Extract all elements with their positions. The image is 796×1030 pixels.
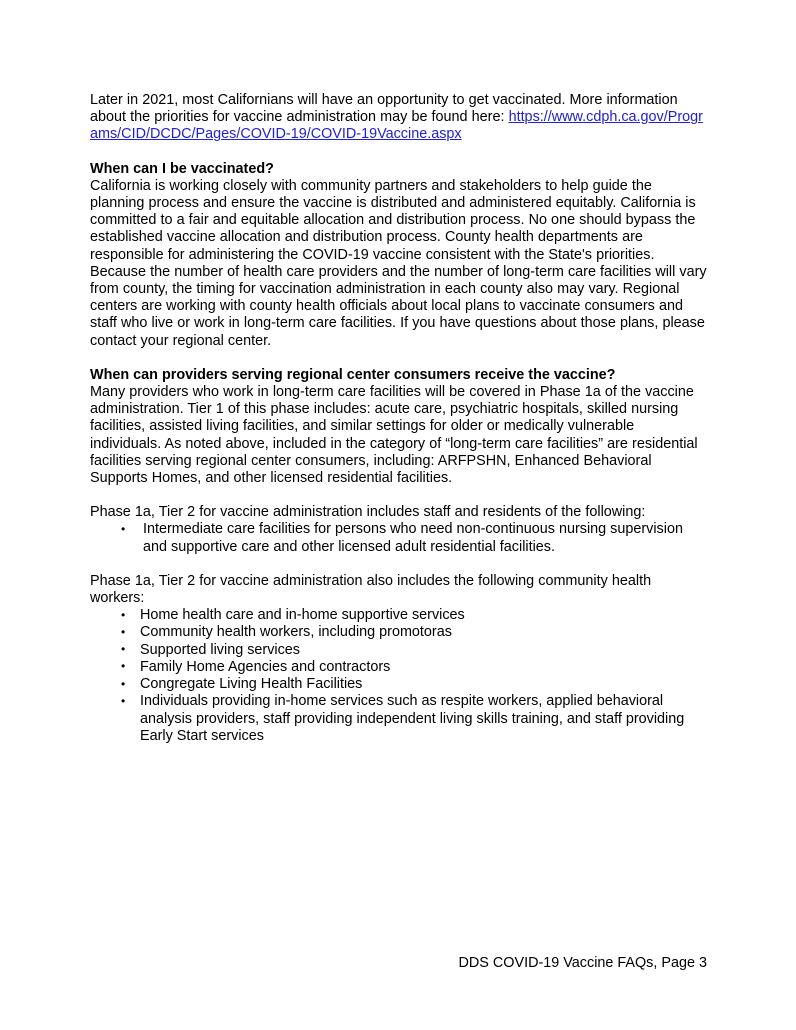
list-item: • Intermediate care facilities for persons who need non-continuous nursing supervision and supportive care and other licensed adult residential facilities. [90,521,707,555]
section-heading-providers-vaccine: When can providers serving regional center consumers receive the vaccine? [90,366,616,383]
intro-paragraph [90,92,707,144]
section-heading-when-vaccinated: When can I be vaccinated? [90,160,274,177]
list-item: • Family Home Agencies and contractors [90,659,707,676]
page-footer: DDS COVID-19 Vaccine FAQs, Page 3 [458,955,707,971]
section-body-providers-vaccine: Many providers who work in long-term care facilities will be covered in Phase 1a of the vaccine administration. Tier 1 of this phase includes: acute care, psychiatric hospitals, skilled nursing facilities, assisted living facilities, and similar settings for older or medically vulnerable individuals. As noted above, included in the category of “long-term care facilities” are residential facilities serving regional center consumers, including: ARFPSHN, Enhanced Behavioral Supports Homes, and other licensed residential facilities. [90,384,698,487]
intro-text: Later in 2021, most Californians will have an opportunity to get vaccinated. More information about the priorities for vaccine administration may be found here: [90,92,678,126]
document-body [90,92,707,745]
community-intro-paragraph: Phase 1a, Tier 2 for vaccine administration also includes the following community health workers: [90,572,652,607]
tier2-intro-paragraph: Phase 1a, Tier 2 for vaccine administration includes staff and residents of the following: [90,504,646,521]
list-item: • Community health workers, including promotoras [90,624,707,641]
list-item: • Congregate Living Health Facilities [90,676,707,693]
paragraph-spacer [90,556,707,573]
list-item: • Home health care and in-home supportive services [90,607,707,624]
list-item: • Individuals providing in-home services such as respite workers, applied behavioral analysis providers, staff providing independent living skills training, and staff providing Early Start services [90,693,707,745]
community-bullet-list [90,607,707,745]
section-body-when-vaccinated: California is working closely with community partners and stakeholders to help guide the planning process and ensure the vaccine is distributed and administered equitably. California is committed to a fair and equitable allocation and distribution process. No one should bypass the established vaccine allocation and distribution process. County health departments are responsible for administering the COVID-19 vaccine consistent with the State's priorities. Because the number of health care providers and the number of long-term care facilities will vary from county, the timing for vaccination administration in each county also may vary. Regional centers are working with county health officials about local plans to vaccinate consumers and staff who live or work in long-term care facilities. If you have questions about those plans, please contact your regional center. [90,177,707,349]
tier2-bullet-list [90,521,707,555]
list-item: • Supported living services [90,642,707,659]
cdph-vaccine-link[interactable]: https://www.cdph.ca.gov/Programs/CID/DCDC/Pages/COVID-19/COVID-19Vaccine.aspx [90,109,703,143]
